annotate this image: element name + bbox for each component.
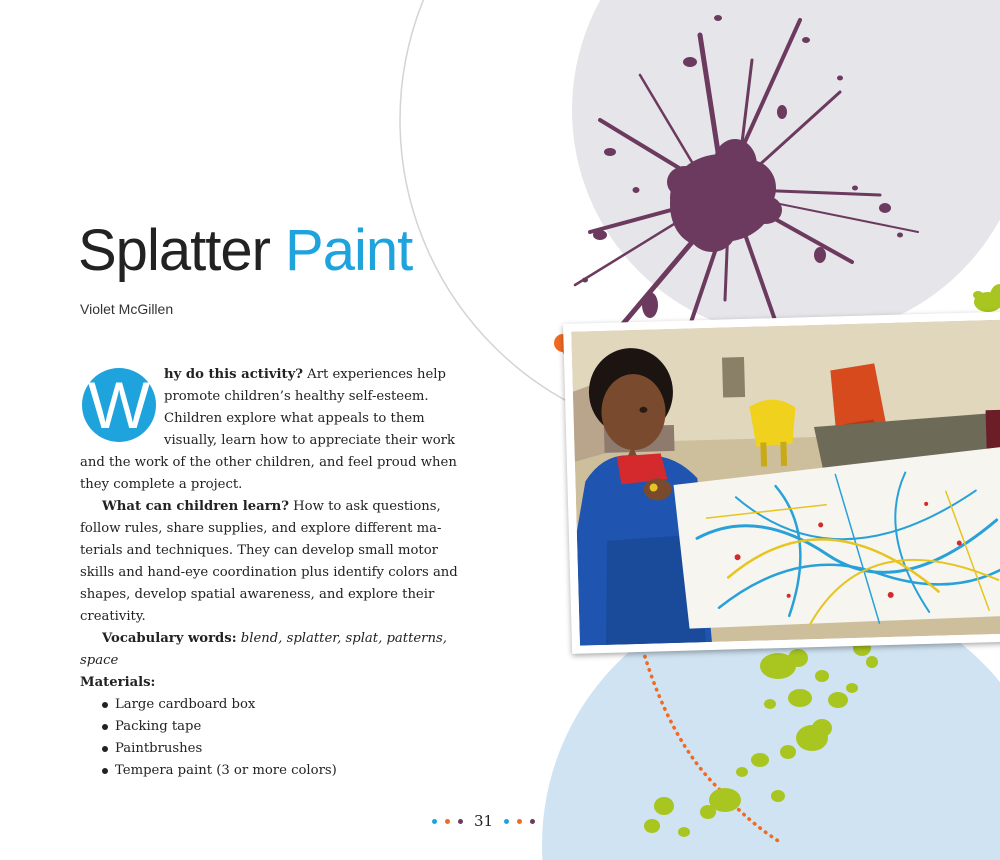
page-number: 31 [474,812,494,830]
materials-list [80,694,460,782]
list-item: Tempera paint (3 or more colors) [102,760,460,782]
decorative-dot [530,819,535,824]
author-byline: Violet McGillen [80,301,174,317]
photo-card [563,311,1000,654]
page-footer [428,812,539,830]
materials-heading: Materials: [80,675,156,690]
vocab-lead: Vocabulary words: [102,631,237,646]
list-item: Paintbrushes [102,738,460,760]
child-painting-photo [571,319,1000,645]
list-item: Large cardboard box [102,694,460,716]
vocab-paragraph [80,628,460,672]
learn-lead: What can children learn? [102,499,289,514]
decorative-dot [458,819,463,824]
learn-paragraph [80,496,460,628]
decorative-dot [517,819,522,824]
title-word-splatter: Splatter [78,218,270,283]
page-title [78,218,413,283]
decorative-dot [445,819,450,824]
title-word-paint: Paint [285,218,413,283]
decorative-dot [504,819,509,824]
intro-text: Art experiences help promote children’s healthy self-esteem. Children explore what appeals to them visually, learn how to appreciate their work and the work of the other children, and feel proud when they complete a project. [80,367,457,492]
decorative-dot [432,819,437,824]
vocab-words: blend, splatter, splat, patterns, space [80,631,447,668]
article-body [80,364,460,782]
drop-cap: W [82,368,156,442]
intro-lead: hy do this activity? [164,367,303,382]
list-item: Packing tape [102,716,460,738]
learn-text: How to ask questions, follow rules, share supplies, and explore different ma-terials and techniques. They can develop small motor skills and hand-eye coordination plus identify colors and shapes, develop spatial awareness, and explore their creativity. [80,499,458,624]
